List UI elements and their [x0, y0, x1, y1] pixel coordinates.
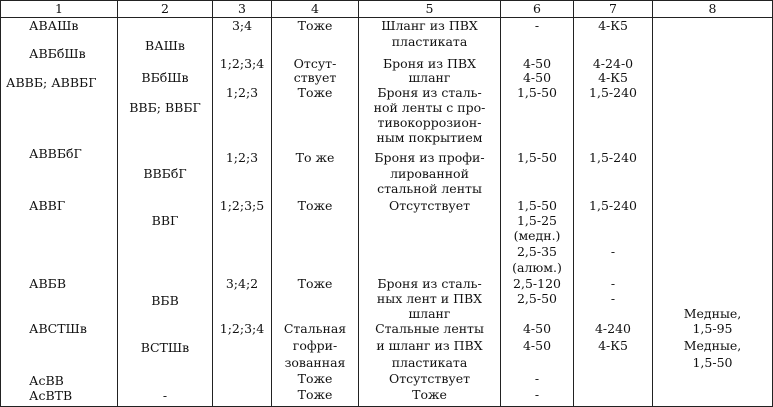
table-cell-text: Медные,: [683, 338, 742, 353]
table-cell-text: 4-50: [522, 56, 552, 71]
table-cell-text: Тоже: [297, 371, 333, 386]
table-cell-text: Броня из сталь-: [377, 85, 482, 100]
table-cell-text: 4-50: [522, 321, 552, 336]
col-header-6: 6: [501, 1, 574, 18]
table-cell-text: 1;2;3: [225, 150, 259, 165]
table-cell-text: (медн.): [513, 228, 561, 243]
table-cell-text: Броня из профи-: [374, 150, 485, 165]
table-cell-text: АВВБбГ: [29, 146, 82, 161]
table-cell-text: Отсутствует: [388, 371, 471, 386]
table-cell-text: Тоже: [297, 18, 333, 33]
table-cell-text: Отсут-: [293, 56, 337, 71]
table-cell-text: 4-К5: [598, 18, 628, 33]
table-cell-text: АВАШв: [29, 18, 79, 33]
table-cell-text: 4-К5: [598, 338, 628, 353]
col-header-4: 4: [272, 1, 359, 18]
table-cell-text: Шланг из ПВХ: [381, 18, 478, 33]
column-1-cell: [1, 18, 118, 407]
table-cell-text: 1,5-240: [589, 150, 637, 165]
table-cell-text: 1;2;3: [225, 85, 259, 100]
table-cell-text: ных лент и ПВХ: [376, 291, 483, 306]
table-cell-text: 1,5-240: [589, 198, 637, 213]
table-cell-text: 1;2;3;5: [219, 198, 265, 213]
table-cell-text: 4-24-0: [592, 56, 634, 71]
table-cell-text: Тоже: [297, 276, 333, 291]
column-5-cell: [359, 18, 501, 407]
table-cell-text: ВСТШв: [140, 340, 190, 355]
table-cell-text: 4-240: [594, 321, 632, 336]
table-cell-text: АВБбШв: [29, 46, 86, 61]
table-cell-text: Тоже: [297, 85, 333, 100]
table-cell-text: 1,5-50: [516, 150, 557, 165]
table-cell-text: 2,5-50: [516, 291, 557, 306]
table-cell-text: ВВБ; ВВБГ: [129, 100, 201, 115]
table-cell-text: ной ленты с про-: [373, 100, 486, 115]
table-cell-text: 2,5-120: [513, 276, 561, 291]
table-cell-text: Броня из ПВХ: [382, 56, 476, 71]
column-7-cell: [574, 18, 653, 407]
table-cell-text: -: [610, 244, 616, 259]
table-cell-text: и шланг из ПВХ: [376, 338, 483, 353]
table-body-row: [1, 18, 773, 407]
table-cell-text: То же: [295, 150, 335, 165]
col-header-1: 1: [1, 1, 118, 18]
table-cell-text: Отсутствует: [388, 198, 471, 213]
column-2-cell: [118, 18, 213, 407]
table-cell-text: -: [534, 371, 540, 386]
table-cell-text: Тоже: [297, 387, 333, 402]
table-cell-text: шланг: [408, 70, 451, 85]
table-cell-text: -: [610, 291, 616, 306]
col-header-3: 3: [213, 1, 272, 18]
table-cell-text: 4-50: [522, 338, 552, 353]
column-6-cell: [501, 18, 574, 407]
table-cell-text: 3;4: [231, 18, 253, 33]
table-cell-text: зованная: [284, 355, 346, 370]
table-cell-text: ным покрытием: [376, 130, 483, 145]
col-header-5: 5: [359, 1, 501, 18]
table-cell-text: ВВБбГ: [143, 166, 187, 181]
column-3-cell: [213, 18, 272, 407]
table-cell-text: АсВТВ: [29, 388, 73, 403]
table-cell-text: Медные,: [683, 306, 742, 321]
header-row: [1, 1, 773, 18]
col-header-7: 7: [574, 1, 653, 18]
table-cell-text: гофри-: [292, 338, 338, 353]
table-cell-text: лированной: [390, 166, 469, 181]
table-cell-text: 2,5-35: [516, 244, 557, 259]
table-cell-text: пластиката: [391, 355, 468, 370]
table-cell-text: ВВГ: [151, 213, 179, 228]
table-cell-text: Стальная: [283, 321, 347, 336]
col-header-2: 2: [118, 1, 213, 18]
table-cell-text: 4-К5: [598, 70, 628, 85]
table-cell-text: 1;2;3;4: [219, 56, 265, 71]
table-cell-text: ВБВ: [151, 293, 179, 308]
table-cell-text: 1,5-25: [516, 213, 557, 228]
table-cell-text: -: [534, 387, 540, 402]
table-cell-text: -: [162, 388, 168, 403]
table-cell-text: 3;4;2: [225, 276, 259, 291]
table-cell-text: шланг: [408, 306, 451, 321]
table-cell-text: АВВБ; АВВБГ: [6, 75, 97, 90]
table-cell-text: 1,5-240: [589, 85, 637, 100]
table-cell-text: ВАШв: [145, 38, 185, 53]
table-cell-text: 4-50: [522, 70, 552, 85]
column-8-cell: [653, 18, 773, 407]
table-cell-text: -: [534, 18, 540, 33]
table-cell-text: Тоже: [297, 198, 333, 213]
column-4-cell: [272, 18, 359, 407]
table-cell-text: АВСТШв: [29, 321, 87, 336]
table-cell-text: Броня из сталь-: [377, 276, 482, 291]
table-cell-text: 1,5-50: [516, 198, 557, 213]
table-cell-text: 1;2;3;4: [219, 321, 265, 336]
table-cell-text: Тоже: [412, 387, 447, 402]
table-cell-text: пластиката: [391, 34, 468, 49]
table-cell-text: 1,5-50: [692, 355, 733, 370]
col-header-8: 8: [653, 1, 773, 18]
table-cell-text: Стальные ленты: [375, 321, 484, 336]
table-cell-text: ствует: [293, 70, 337, 85]
table-cell-text: АВБВ: [29, 276, 67, 291]
table-cell-text: ВБбШв: [141, 70, 189, 85]
table-cell-text: АсВВ: [29, 373, 64, 388]
table-cell-text: 1,5-95: [692, 321, 733, 336]
table-cell-text: стальной ленты: [377, 181, 482, 196]
table-cell-text: -: [610, 276, 616, 291]
table-cell-text: тивокоррозион-: [377, 115, 482, 130]
table-cell-text: 1,5-50: [516, 85, 557, 100]
table-cell-text: (алюм.): [512, 260, 562, 275]
table-cell-text: АВВГ: [29, 198, 66, 213]
